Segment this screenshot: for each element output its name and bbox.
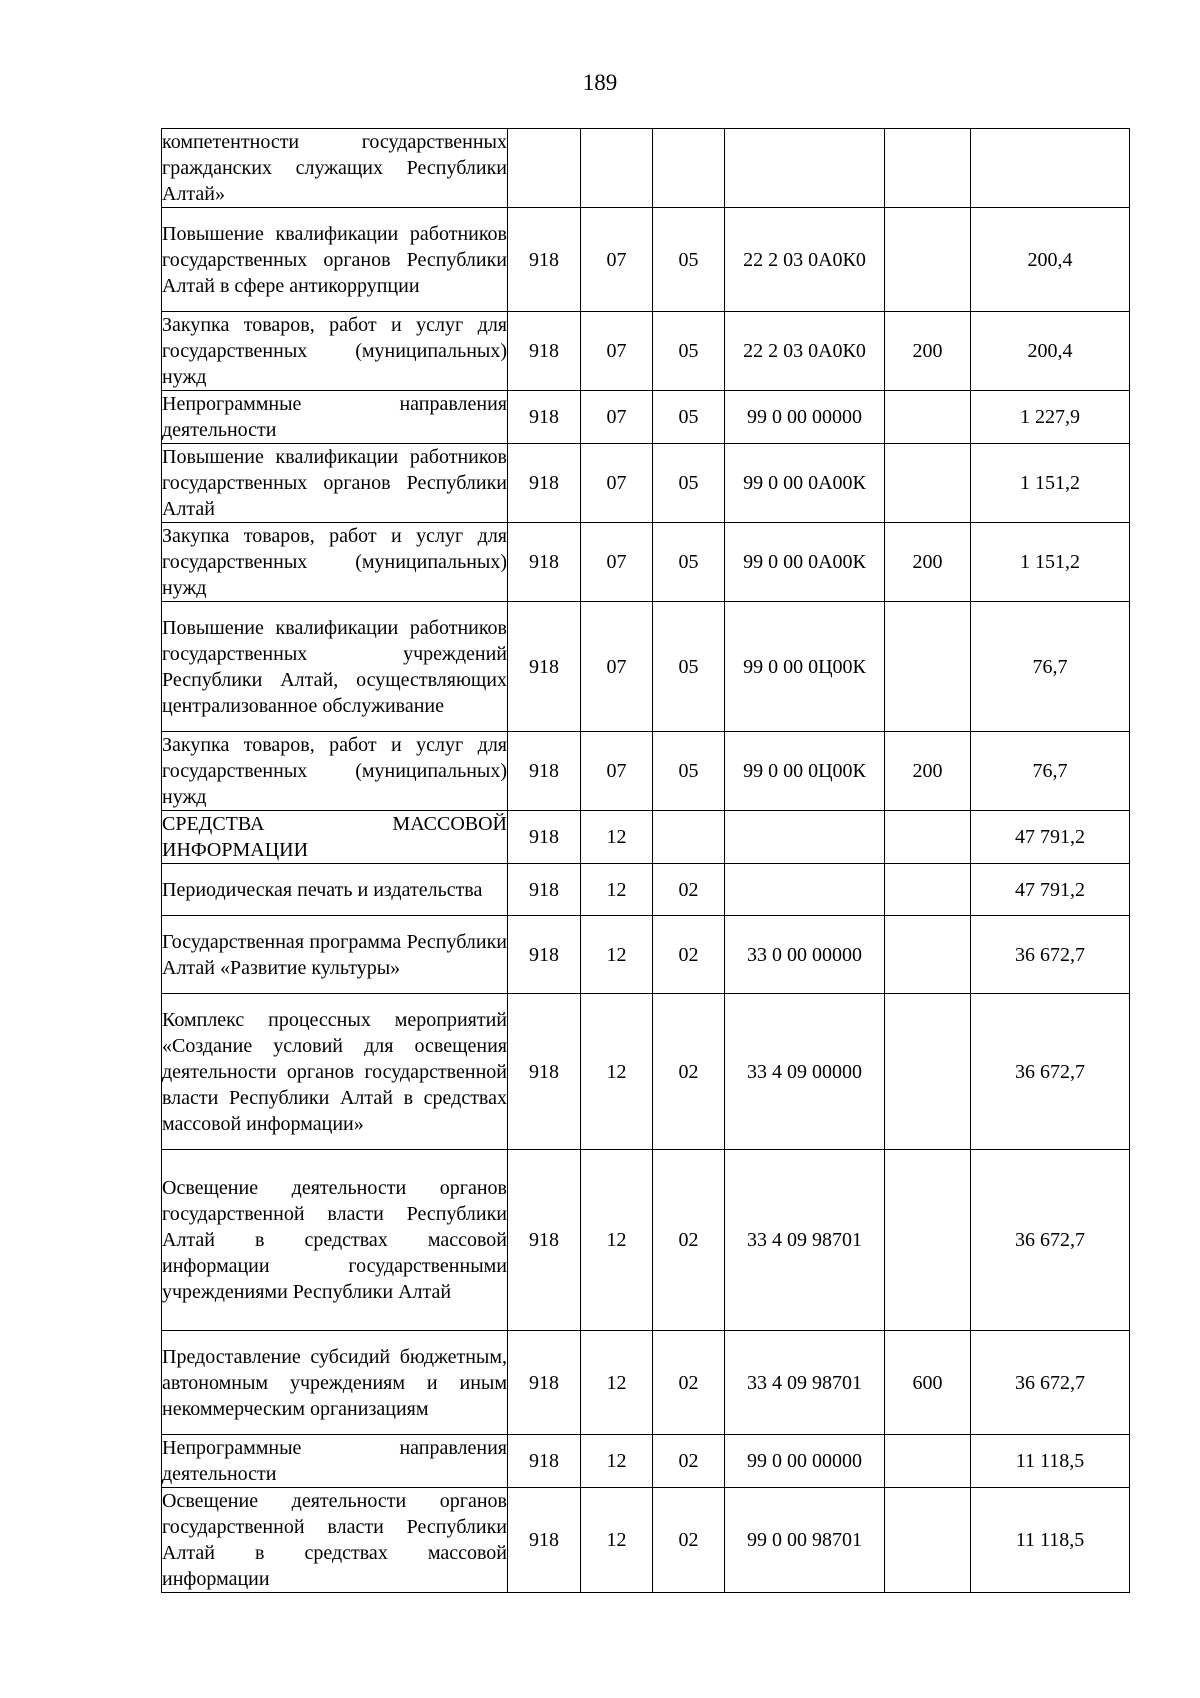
expense-type-cell: 200 — [885, 312, 971, 391]
amount-cell: 200,4 — [971, 312, 1130, 391]
table-row — [162, 129, 1130, 208]
amount-cell: 11 118,5 — [971, 1435, 1130, 1488]
section-code-cell: 12 — [581, 994, 653, 1150]
target-article-cell: 99 0 00 00000 — [725, 391, 885, 444]
section-code-cell: 12 — [581, 1331, 653, 1435]
grbs-code-cell: 918 — [508, 811, 581, 864]
grbs-code-cell — [508, 129, 581, 208]
grbs-code-cell: 918 — [508, 916, 581, 994]
target-article-cell — [725, 811, 885, 864]
table-row — [162, 1150, 1130, 1331]
expense-type-cell — [885, 1488, 971, 1593]
grbs-code-cell: 918 — [508, 391, 581, 444]
section-code-cell: 12 — [581, 864, 653, 916]
subsection-code-cell: 02 — [653, 994, 725, 1150]
target-article-cell: 99 0 00 0А00К — [725, 444, 885, 523]
target-article-cell: 33 4 09 98701 — [725, 1150, 885, 1331]
table-body — [162, 129, 1130, 1593]
target-article-cell: 99 0 00 98701 — [725, 1488, 885, 1593]
amount-cell: 47 791,2 — [971, 864, 1130, 916]
table-row — [162, 523, 1130, 602]
row-name-cell: СРЕДСТВА МАССОВОЙ ИНФОРМАЦИИ — [162, 811, 508, 864]
row-name-cell: Комплекс процессных мероприятий «Создание условий для освещения деятельности органов государственной власти Республики Алтай в средствах массовой информации» — [162, 994, 508, 1150]
subsection-code-cell: 02 — [653, 1488, 725, 1593]
subsection-code-cell: 05 — [653, 391, 725, 444]
subsection-code-cell: 05 — [653, 208, 725, 312]
table-row — [162, 864, 1130, 916]
section-code-cell: 07 — [581, 312, 653, 391]
expense-type-cell — [885, 208, 971, 312]
section-code-cell: 07 — [581, 732, 653, 811]
expense-type-cell — [885, 602, 971, 732]
grbs-code-cell: 918 — [508, 208, 581, 312]
amount-cell: 1 151,2 — [971, 444, 1130, 523]
expense-type-cell — [885, 1150, 971, 1331]
expense-type-cell — [885, 444, 971, 523]
amount-cell: 36 672,7 — [971, 1150, 1130, 1331]
amount-cell: 11 118,5 — [971, 1488, 1130, 1593]
target-article-cell: 22 2 03 0А0К0 — [725, 208, 885, 312]
grbs-code-cell: 918 — [508, 1488, 581, 1593]
section-code-cell: 12 — [581, 1150, 653, 1331]
subsection-code-cell — [653, 811, 725, 864]
grbs-code-cell: 918 — [508, 1435, 581, 1488]
subsection-code-cell: 05 — [653, 312, 725, 391]
subsection-code-cell — [653, 129, 725, 208]
expense-type-cell — [885, 129, 971, 208]
row-name-cell: Закупка товаров, работ и услуг для государственных (муниципальных) нужд — [162, 312, 508, 391]
row-name-cell: компетентности государственных гражданских служащих Республики Алтай» — [162, 129, 508, 208]
grbs-code-cell: 918 — [508, 994, 581, 1150]
target-article-cell: 99 0 00 0Ц00К — [725, 602, 885, 732]
section-code-cell: 07 — [581, 208, 653, 312]
target-article-cell: 99 0 00 00000 — [725, 1435, 885, 1488]
table-row — [162, 994, 1130, 1150]
subsection-code-cell: 05 — [653, 523, 725, 602]
table-row — [162, 312, 1130, 391]
target-article-cell: 99 0 00 0А00К — [725, 523, 885, 602]
grbs-code-cell: 918 — [508, 864, 581, 916]
section-code-cell: 07 — [581, 602, 653, 732]
subsection-code-cell: 02 — [653, 864, 725, 916]
row-name-cell: Повышение квалификации работников государственных органов Республики Алтай в сфере антикоррупции — [162, 208, 508, 312]
grbs-code-cell: 918 — [508, 444, 581, 523]
row-name-cell: Повышение квалификации работников государственных органов Республики Алтай — [162, 444, 508, 523]
target-article-cell — [725, 864, 885, 916]
subsection-code-cell: 05 — [653, 732, 725, 811]
row-name-cell: Освещение деятельности органов государственной власти Республики Алтай в средствах массовой информации — [162, 1488, 508, 1593]
expense-type-cell: 200 — [885, 732, 971, 811]
section-code-cell: 12 — [581, 1435, 653, 1488]
grbs-code-cell: 918 — [508, 312, 581, 391]
grbs-code-cell: 918 — [508, 1331, 581, 1435]
subsection-code-cell: 02 — [653, 1150, 725, 1331]
expense-type-cell — [885, 916, 971, 994]
target-article-cell — [725, 129, 885, 208]
subsection-code-cell: 05 — [653, 602, 725, 732]
amount-cell: 76,7 — [971, 732, 1130, 811]
row-name-cell: Периодическая печать и издательства — [162, 864, 508, 916]
grbs-code-cell: 918 — [508, 602, 581, 732]
table-row — [162, 602, 1130, 732]
expense-type-cell: 600 — [885, 1331, 971, 1435]
target-article-cell: 33 4 09 00000 — [725, 994, 885, 1150]
target-article-cell: 22 2 03 0А0К0 — [725, 312, 885, 391]
table-row — [162, 1435, 1130, 1488]
target-article-cell: 33 4 09 98701 — [725, 1331, 885, 1435]
section-code-cell: 12 — [581, 1488, 653, 1593]
expense-type-cell — [885, 864, 971, 916]
budget-table — [161, 128, 1130, 1593]
grbs-code-cell: 918 — [508, 732, 581, 811]
subsection-code-cell: 02 — [653, 1435, 725, 1488]
table-row — [162, 444, 1130, 523]
target-article-cell: 33 0 00 00000 — [725, 916, 885, 994]
amount-cell: 36 672,7 — [971, 1331, 1130, 1435]
section-code-cell: 07 — [581, 444, 653, 523]
row-name-cell: Непрограммные направления деятельности — [162, 1435, 508, 1488]
section-code-cell: 12 — [581, 916, 653, 994]
grbs-code-cell: 918 — [508, 523, 581, 602]
amount-cell: 76,7 — [971, 602, 1130, 732]
table-row — [162, 732, 1130, 811]
expense-type-cell — [885, 391, 971, 444]
expense-type-cell: 200 — [885, 523, 971, 602]
amount-cell — [971, 129, 1130, 208]
row-name-cell: Предоставление субсидий бюджетным, автономным учреждениям и иным некоммерческим организациям — [162, 1331, 508, 1435]
expense-type-cell — [885, 994, 971, 1150]
row-name-cell: Освещение деятельности органов государственной власти Республики Алтай в средствах массовой информации государственными учреждениями Республики Алтай — [162, 1150, 508, 1331]
subsection-code-cell: 02 — [653, 1331, 725, 1435]
expense-type-cell — [885, 1435, 971, 1488]
expense-type-cell — [885, 811, 971, 864]
subsection-code-cell: 02 — [653, 916, 725, 994]
amount-cell: 1 227,9 — [971, 391, 1130, 444]
target-article-cell: 99 0 00 0Ц00К — [725, 732, 885, 811]
row-name-cell: Закупка товаров, работ и услуг для государственных (муниципальных) нужд — [162, 523, 508, 602]
page-number: 189 — [582, 70, 618, 95]
amount-cell: 47 791,2 — [971, 811, 1130, 864]
amount-cell: 200,4 — [971, 208, 1130, 312]
row-name-cell: Повышение квалификации работников государственных учреждений Республики Алтай, осуществляющих централизованное обслуживание — [162, 602, 508, 732]
amount-cell: 36 672,7 — [971, 994, 1130, 1150]
row-name-cell: Закупка товаров, работ и услуг для государственных (муниципальных) нужд — [162, 732, 508, 811]
table-row — [162, 916, 1130, 994]
amount-cell: 36 672,7 — [971, 916, 1130, 994]
row-name-cell: Государственная программа Республики Алтай «Развитие культуры» — [162, 916, 508, 994]
section-code-cell: 07 — [581, 523, 653, 602]
table-row — [162, 1488, 1130, 1593]
section-code-cell: 07 — [581, 391, 653, 444]
table-row — [162, 1331, 1130, 1435]
section-code-cell — [581, 129, 653, 208]
grbs-code-cell: 918 — [508, 1150, 581, 1331]
subsection-code-cell: 05 — [653, 444, 725, 523]
table-row — [162, 811, 1130, 864]
table-row — [162, 208, 1130, 312]
amount-cell: 1 151,2 — [971, 523, 1130, 602]
table-row — [162, 391, 1130, 444]
section-code-cell: 12 — [581, 811, 653, 864]
row-name-cell: Непрограммные направления деятельности — [162, 391, 508, 444]
